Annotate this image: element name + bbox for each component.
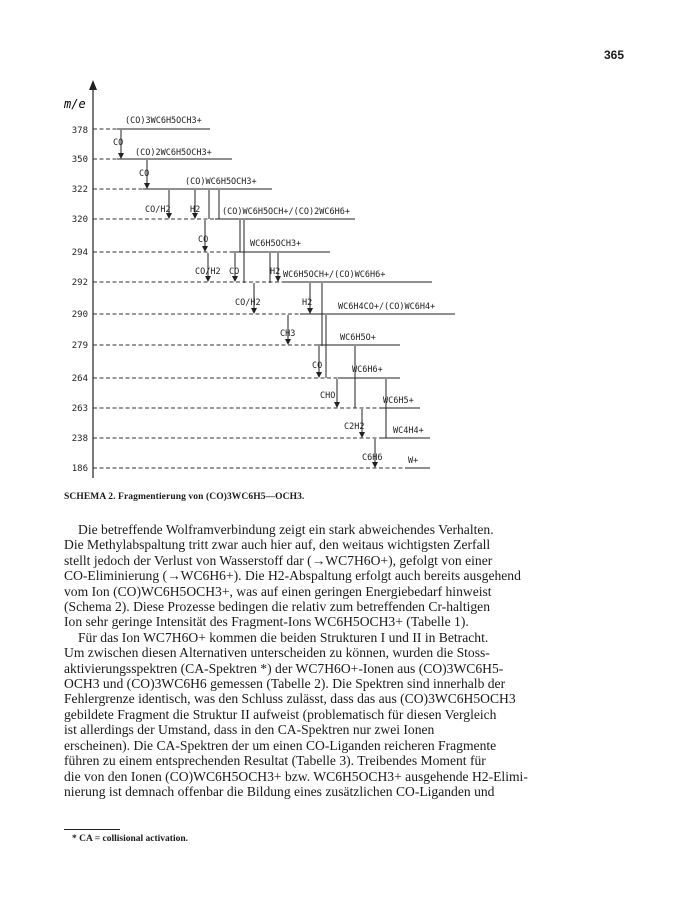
- loss-label: H2: [270, 267, 281, 277]
- footnote: * CA = collisional activation.: [72, 834, 188, 844]
- mass-label: 264: [71, 374, 88, 384]
- ion-label: WC6H5OCH+/(CO)WC6H6+: [283, 270, 386, 280]
- ion-label: WC6H5OCH3+: [250, 239, 302, 249]
- text-line: CO-Eliminierung (→WC6H6+). Die H2-Abspaltung erfolgt auch bereits ausgehend: [64, 568, 521, 584]
- text-line: OCH3 und (CO)3WC6H6 gemessen (Tabelle 2). Die Spektren sind innerhalb der: [64, 676, 506, 692]
- text-line: stellt jedoch der Verlust von Wasserstoff dar (→WC7H6O+), gefolgt von einer: [64, 552, 493, 568]
- loss-label: C6H6: [362, 453, 383, 463]
- ion-label: WC6H4CO+/(CO)WC6H4+: [338, 302, 436, 312]
- ion-label: WC6H5+: [383, 396, 414, 406]
- scheme-caption: SCHEMA 2. Fragmentierung von (CO)3WC6H5—OCH3.: [64, 492, 305, 502]
- loss-label: CO: [113, 138, 124, 148]
- text-line: aktivierungsspektren (CA-Spektren *) der WC7H6O+-Ionen aus (CO)3WC6H5-: [64, 660, 504, 676]
- mass-label: 322: [71, 185, 88, 195]
- loss-label: H2: [302, 298, 313, 308]
- ion-label: W+: [408, 456, 419, 466]
- ion-label: WC4H4+: [393, 426, 424, 436]
- text-line: Für das Ion WC7H6O+ kommen die beiden Strukturen I und II in Betracht.: [78, 629, 489, 645]
- axis-label: m/e: [64, 97, 86, 111]
- ion-label: (CO)2WC6H5OCH3+: [135, 148, 212, 158]
- text-line: Ion sehr geringe Intensität des Fragment-Ions WC6H5OCH3+ (Tabelle 1).: [64, 614, 469, 630]
- text-line: (Schema 2). Diese Prozesse bedingen die relativ zum betreffenden Cr-haltigen: [64, 599, 491, 615]
- text-line: Die Methylabspaltung tritt zwar auch hier auf, den weitaus wichtigsten Zerfall: [64, 537, 491, 553]
- ion-label: (CO)3WC6H5OCH3+: [125, 116, 202, 126]
- footnote-divider: [64, 829, 120, 830]
- loss-label: CO/H2: [145, 205, 171, 215]
- mass-label: 186: [71, 464, 88, 474]
- text-line: Die betreffende Wolframverbindung zeigt ein stark abweichendes Verhalten.: [78, 522, 494, 537]
- ion-label: (CO)WC6H5OCH3+: [185, 177, 257, 187]
- text-line: Fehlergrenze identisch, was den Schluss zulässt, dass das aus (CO)3WC6H5OCH3: [64, 691, 516, 707]
- loss-label: CO: [139, 169, 150, 179]
- mass-label: 279: [71, 341, 88, 351]
- mass-label: 292: [71, 278, 88, 288]
- ion-label: WC6H5O+: [340, 333, 376, 343]
- ion-label: WC6H6+: [352, 365, 383, 375]
- loss-label: CO/H2: [195, 267, 221, 277]
- loss-label: CO: [229, 267, 240, 277]
- text-line: gebildete Fragment die Struktur II aufweist (problematisch für diesen Vergleich: [64, 706, 497, 722]
- mass-label: 290: [71, 310, 88, 320]
- loss-label: C2H2: [344, 422, 365, 432]
- mass-label: 294: [71, 248, 88, 258]
- loss-label: H2: [190, 205, 201, 215]
- loss-label: CHO: [320, 391, 336, 401]
- mass-label: 263: [71, 404, 88, 414]
- loss-label: CH3: [280, 329, 296, 339]
- text-line: nierung ist demnach offenbar die Bildung eines zusätzlichen CO-Liganden und: [64, 783, 495, 799]
- mass-label: 378: [71, 126, 88, 136]
- page-number: 365: [603, 48, 624, 62]
- text-line: die von den Ionen (CO)WC6H5OCH3+ bzw. WC6H5OCH3+ ausgehende H2-Elimi-: [64, 768, 528, 784]
- text-line: erscheinen). Die CA-Spektren der um einen CO-Liganden reicheren Fragmente: [64, 737, 497, 753]
- loss-label: CO: [312, 361, 323, 371]
- loss-label: CO/H2: [235, 298, 261, 308]
- text-line: führen zu einem entsprechenden Resultat (Tabelle 3). Treibendes Moment für: [64, 753, 486, 769]
- loss-label: CO: [198, 235, 209, 245]
- axis-arrow-icon: [89, 80, 97, 90]
- text-line: vom Ion (CO)WC6H5OCH3+, was auf einen geringen Energiebedarf hinweist: [64, 583, 492, 599]
- body-text: [64, 522, 624, 799]
- mass-label: 350: [71, 155, 88, 165]
- text-line: Um zwischen diesen Alternativen unterscheiden zu können, wurden die Stoss-: [64, 645, 490, 661]
- mass-label: 320: [71, 215, 88, 225]
- text-line: ist allerdings der Umstand, dass in den CA-Spektren nur zwei Ionen: [64, 722, 435, 738]
- mass-label: 238: [71, 434, 88, 444]
- ion-label: (CO)WC6H5OCH+/(CO)2WC6H6+: [222, 207, 350, 217]
